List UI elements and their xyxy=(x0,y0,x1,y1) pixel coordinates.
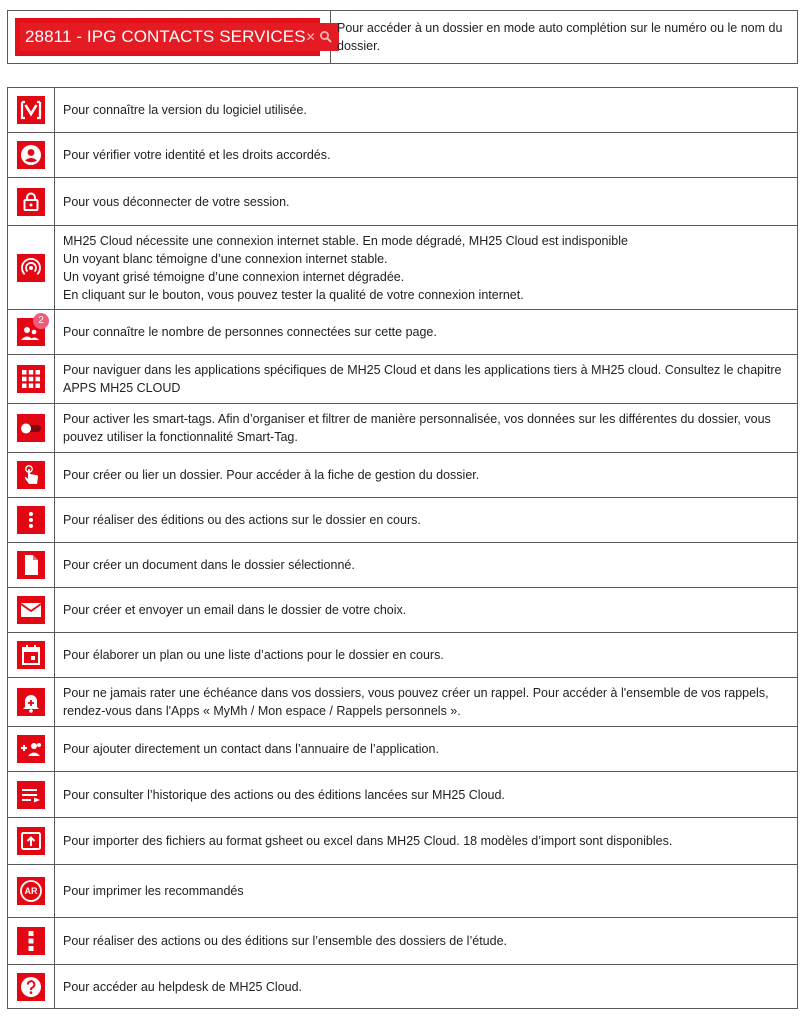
row-description: Pour réaliser des éditions ou des actions sur le dossier en cours. xyxy=(55,498,798,543)
table-row xyxy=(8,88,798,133)
table-row xyxy=(8,727,798,772)
search-field[interactable] xyxy=(15,18,320,56)
search-description: Pour accéder à un dossier en mode auto complétion sur le numéro ou le nom du dossier. xyxy=(331,11,798,64)
row-description: Pour connaître la version du logiciel utilisée. xyxy=(55,88,798,133)
row-description: Pour élaborer un plan ou une liste d’actions pour le dossier en cours. xyxy=(55,633,798,678)
more-vertical-icon xyxy=(17,506,45,534)
history-list-icon xyxy=(17,781,45,809)
calendar-icon xyxy=(17,641,45,669)
connection-signal-icon xyxy=(17,254,45,282)
row-description: Pour activer les smart-tags. Afin d’organiser et filtrer de manière personnalisée, vos données sur les différentes du dossier, vous pouvez utiliser la fonctionnalité Smart-Tag. xyxy=(55,404,798,453)
row-description xyxy=(55,226,798,310)
table-row xyxy=(8,865,798,918)
toggle-icon xyxy=(17,414,45,442)
table-row xyxy=(8,772,798,818)
more-vertical-large-icon xyxy=(17,927,45,955)
table-row xyxy=(8,355,798,404)
row-description: Pour vérifier votre identité et les droits accordés. xyxy=(55,133,798,178)
table-row xyxy=(8,453,798,498)
row-description: Pour importer des fichiers au format gsheet ou excel dans MH25 Cloud. 18 modèles d’import sont disponibles. xyxy=(55,818,798,865)
import-icon xyxy=(17,827,45,855)
table-row xyxy=(8,965,798,1009)
ar-print-icon xyxy=(17,877,45,905)
table-row xyxy=(8,404,798,453)
table-row xyxy=(8,678,798,727)
user-count-badge: 2 xyxy=(33,313,49,329)
row-description: Pour créer et envoyer un email dans le dossier de votre choix. xyxy=(55,588,798,633)
row-description: Pour imprimer les recommandés xyxy=(55,865,798,918)
ar-label: AR xyxy=(24,886,38,896)
icon-legend-table xyxy=(7,87,798,1009)
row-description: Pour réaliser des actions ou des éditions sur l’ensemble des dossiers de l’étude. xyxy=(55,918,798,965)
row-description: Pour consulter l’historique des actions ou des éditions lancées sur MH25 Cloud. xyxy=(55,772,798,818)
connected-users-icon xyxy=(17,315,45,346)
table-row xyxy=(8,498,798,543)
table-row xyxy=(8,543,798,588)
row-description: Pour naviguer dans les applications spécifiques de MH25 Cloud et dans les applications tiers à MH25 cloud. Consultez le chapitre APPS MH25 CLOUD xyxy=(55,355,798,404)
row-description: Pour vous déconnecter de votre session. xyxy=(55,178,798,226)
table-row xyxy=(8,818,798,865)
clear-icon[interactable]: ✕ xyxy=(305,30,316,44)
search-row xyxy=(8,11,798,64)
description-line: En cliquant sur le bouton, vous pouvez tester la qualité de votre connexion internet. xyxy=(63,287,524,302)
row-description: Pour ne jamais rater une échéance dans vos dossiers, vous pouvez créer un rappel. Pour accéder à l'ensemble de vos rappels, rendez-vous dans l'Apps « MyMh / Mon espace / Rappels personnels ». xyxy=(55,678,798,727)
touch-hand-icon xyxy=(17,461,45,489)
lock-icon xyxy=(17,188,45,216)
description-line: MH25 Cloud nécessite une connexion internet stable. En mode dégradé, MH25 Cloud est indisponible xyxy=(63,233,628,248)
row-description: Pour créer un document dans le dossier sélectionné. xyxy=(55,543,798,588)
search-table xyxy=(7,10,798,64)
row-description: Pour créer ou lier un dossier. Pour accéder à la fiche de gestion du dossier. xyxy=(55,453,798,498)
document-icon xyxy=(17,551,45,579)
table-row xyxy=(8,588,798,633)
add-contact-icon xyxy=(17,735,45,763)
table-row xyxy=(8,633,798,678)
table-row xyxy=(8,918,798,965)
help-icon xyxy=(17,973,45,1001)
search-input[interactable]: 28811 - IPG CONTACTS SERVICES xyxy=(25,28,306,46)
search-icon[interactable] xyxy=(319,30,333,44)
row-description: Pour accéder au helpdesk de MH25 Cloud. xyxy=(55,965,798,1009)
reminder-bell-icon xyxy=(17,688,45,716)
table-row xyxy=(8,226,798,310)
search-cell xyxy=(8,11,331,64)
row-description: Pour connaître le nombre de personnes connectées sur cette page. xyxy=(55,310,798,355)
table-row xyxy=(8,178,798,226)
table-row xyxy=(8,133,798,178)
row-description: Pour ajouter directement un contact dans l’annuaire de l’application. xyxy=(55,727,798,772)
description-line: Un voyant blanc témoigne d’une connexion internet stable. xyxy=(63,251,388,266)
table-row xyxy=(8,310,798,355)
description-line: Un voyant grisé témoigne d’une connexion internet dégradée. xyxy=(63,269,405,284)
mh-logo-icon xyxy=(17,96,45,124)
apps-grid-icon xyxy=(17,365,45,393)
mail-icon xyxy=(17,596,45,624)
account-circle-icon xyxy=(17,141,45,169)
